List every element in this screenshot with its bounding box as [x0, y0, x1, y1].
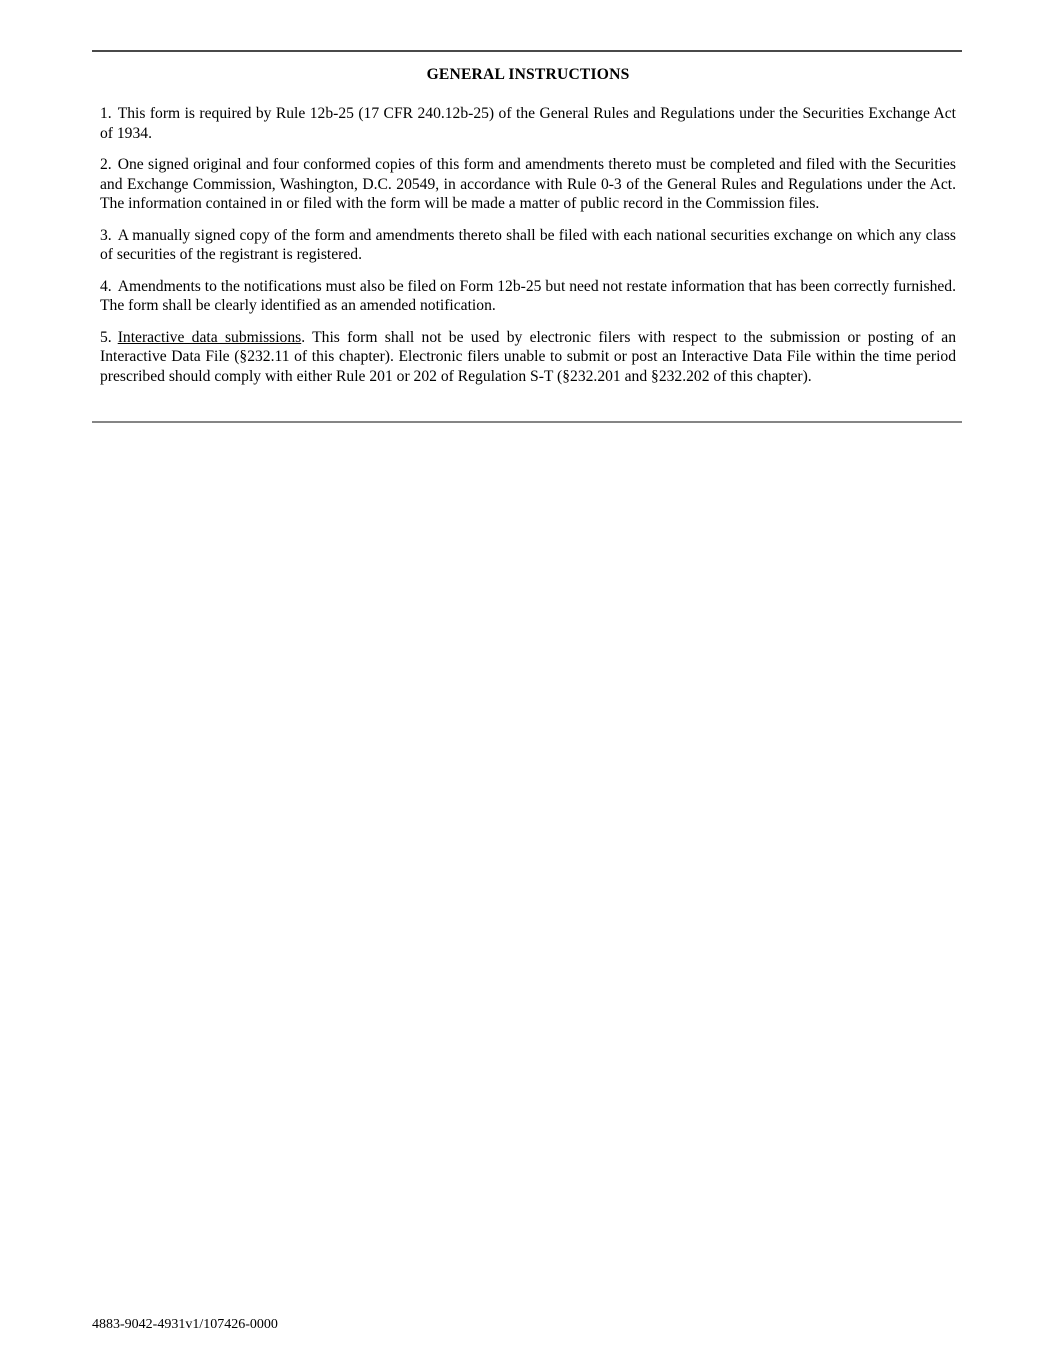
- general-instructions-section: [100, 65, 956, 398]
- document-control-number: 4883-9042-4931v1/107426-0000: [92, 1317, 278, 1332]
- paragraph-text: A manually signed copy of the form and amendments thereto shall be filed with each national securities exchange on which any class of securities of the registrant is registered.: [100, 226, 956, 263]
- top-horizontal-rule: [92, 50, 962, 52]
- paragraph-text: This form is required by Rule 12b-25 (17 CFR 240.12b-25) of the General Rules and Regulations under the Securities Exchange Act of 1934.: [100, 105, 956, 142]
- paragraph-text: Amendments to the notifications must also be filed on Form 12b-25 but need not restate information that has been correctly furnished. The form shall be clearly identified as an amended notification.: [100, 277, 956, 314]
- instruction-paragraph-4: [100, 277, 956, 316]
- paragraph-number: 3.: [100, 226, 112, 244]
- page-title: GENERAL INSTRUCTIONS: [426, 66, 630, 83]
- instruction-paragraph-5: [100, 328, 956, 387]
- paragraph-text: . This form shall not be used by electronic filers with respect to the submission or posting of an Interactive Data File (§232.11 of this chapter). Electronic filers unable to submit or post an Interactive Data File within the time period prescribed should comply with either Rule 201 or 202 of Regulation S-T (§232.201 and §232.202 of this chapter).: [100, 328, 957, 385]
- paragraph-number: 4.: [100, 277, 112, 295]
- paragraph-number: 1.: [100, 105, 112, 122]
- underlined-lead-phrase: Interactive data submissions: [117, 328, 302, 346]
- instruction-paragraph-2: [100, 155, 956, 214]
- paragraph-number: 5.: [100, 328, 112, 346]
- paragraph-number: 2.: [100, 156, 112, 173]
- paragraph-text: One signed original and four conformed copies of this form and amendments thereto must be completed and filed with the Securities and Exchange Commission, Washington, D.C. 20549, in accordance with Rule 0-3 of the General Rules and Regulations under the Act. The information contained in or filed with the form will be made a matter of public record in the Commission files.: [100, 156, 956, 212]
- instruction-paragraph-3: [100, 226, 956, 265]
- bottom-horizontal-rule: [92, 421, 962, 423]
- instruction-paragraph-1: [100, 104, 956, 143]
